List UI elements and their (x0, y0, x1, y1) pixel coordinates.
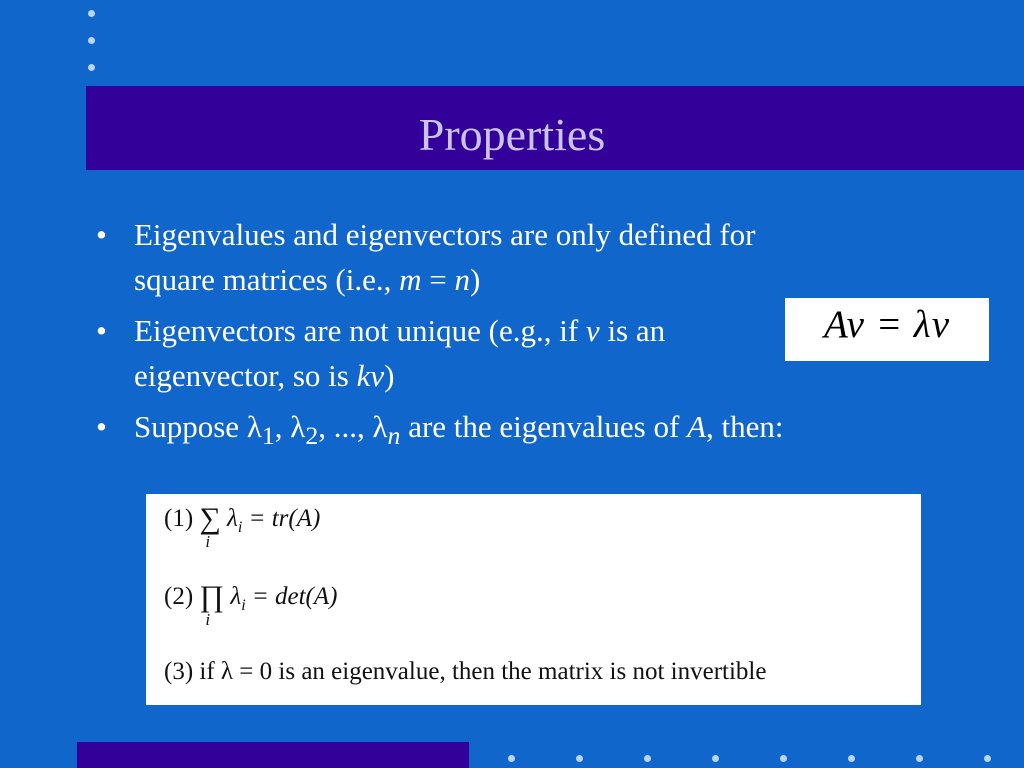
bullet-1-line-1: Eigenvalues and eigenvectors are only defined for (134, 217, 756, 252)
summation-icon (199, 502, 221, 551)
dot-decoration (984, 755, 991, 762)
eigen-equation-box (785, 298, 989, 361)
dot-decoration (780, 755, 787, 762)
bullet-marker: • (96, 409, 107, 444)
property-3 (164, 658, 766, 686)
bullet-marker: • (96, 313, 107, 348)
decorative-dots-bottom (508, 755, 1008, 765)
dot-decoration (712, 755, 719, 762)
close-paren: ) (469, 262, 481, 297)
summation-symbol: ∑ (199, 502, 221, 535)
property-2 (164, 580, 338, 629)
separator: , (274, 409, 291, 444)
lambda-symbol: λ (230, 583, 242, 610)
close-paren: ) (384, 358, 395, 393)
bullet-3-mid: are the eigenvalues of (400, 409, 688, 444)
bullet-3-pre: Suppose (134, 409, 247, 444)
equals-sign: = (421, 262, 455, 297)
product-icon (199, 580, 225, 629)
bullet-2-line-2: eigenvector, so is (134, 358, 357, 393)
dot-decoration (644, 755, 651, 762)
var-n: n (454, 262, 470, 297)
dot-decoration (848, 755, 855, 762)
subscript-1: 1 (261, 421, 275, 451)
var-v: v (585, 313, 600, 348)
var-m: m (399, 262, 422, 297)
bullet-3-post: , then: (706, 409, 784, 444)
var-n: n (387, 421, 401, 451)
index-i: i (205, 610, 211, 629)
var-kv: kv (356, 358, 385, 393)
property-number: (1) (164, 505, 200, 532)
index-i: i (205, 532, 211, 551)
subscript-i: i (237, 519, 243, 536)
properties-box (146, 494, 921, 705)
property-2-rhs: = det(A) (245, 583, 338, 610)
dot-decoration (576, 755, 583, 762)
bullet-1-line-2: square matrices (i.e., (134, 262, 400, 297)
lambda-i (230, 583, 246, 614)
bullet-2-mid: is an (599, 313, 666, 348)
subscript-n (388, 421, 401, 450)
separator: , ..., (318, 409, 373, 444)
dot-decoration (916, 755, 923, 762)
property-1 (164, 502, 321, 551)
subscript-i: i (241, 597, 246, 614)
dot-decoration (508, 755, 515, 762)
subscript-2: 2 (305, 421, 319, 451)
var-A: A (687, 409, 706, 444)
bullet-2-text: Eigenvectors are not unique (e.g., if (134, 313, 586, 348)
decorative-dots-top-left (88, 10, 98, 76)
product-symbol: ∏ (199, 580, 225, 613)
lambda-i (227, 505, 243, 536)
dot-decoration (88, 37, 95, 44)
slide-title: Properties (418, 109, 606, 160)
lambda-symbol: λ (246, 409, 262, 444)
lambda-symbol: λ (290, 409, 306, 444)
bottom-accent-bar (77, 742, 469, 768)
bullet-item-3 (96, 404, 956, 458)
property-1-rhs: = tr(A) (242, 505, 321, 532)
bullet-item-1 (96, 212, 956, 302)
bullet-marker: • (96, 217, 107, 252)
dot-decoration (88, 64, 95, 71)
property-3-text: (3) if λ = 0 is an eigenvalue, then the matrix is not invertible (164, 658, 767, 685)
property-number: (2) (164, 583, 200, 610)
dot-decoration (88, 10, 95, 17)
eigen-equation: Av = λv (824, 303, 950, 346)
lambda-symbol: λ (227, 505, 238, 532)
lambda-symbol: λ (372, 409, 388, 444)
